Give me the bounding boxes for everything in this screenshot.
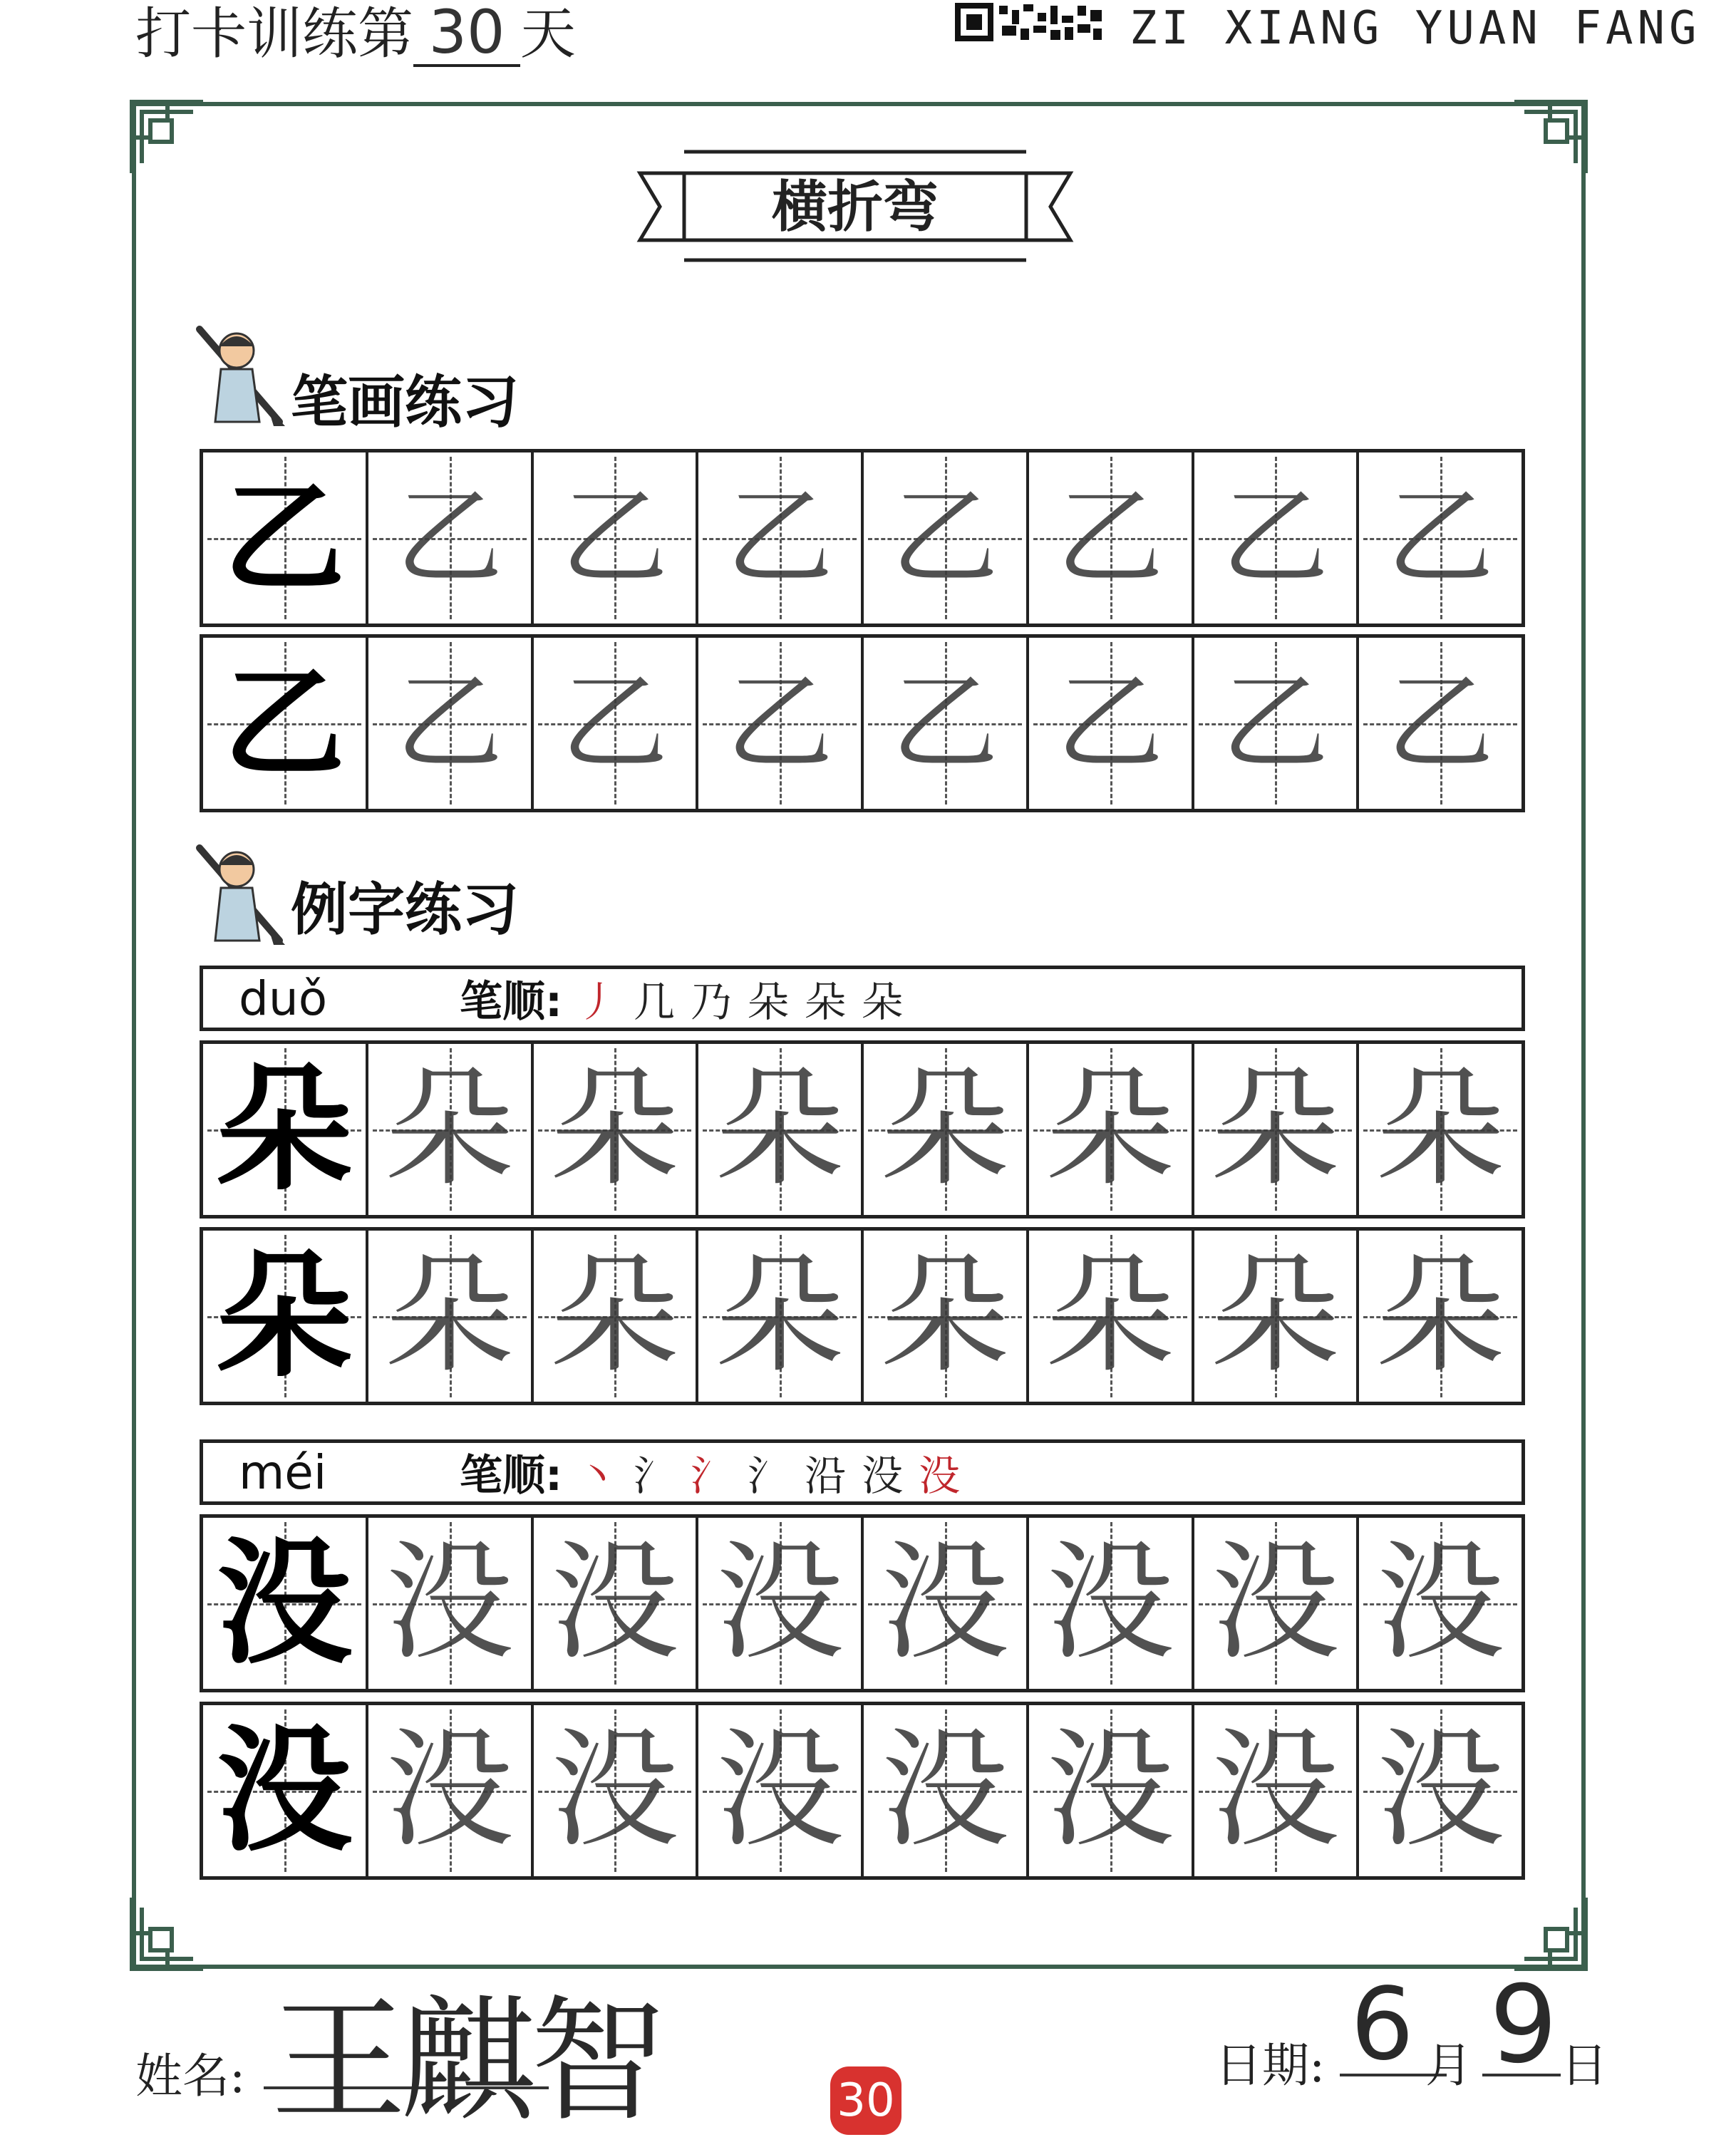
stroke-practice-row [200, 449, 1525, 627]
character-practice-row [200, 1040, 1525, 1219]
practice-cell[interactable] [1359, 1518, 1521, 1689]
calligrapher-avatar-icon [194, 841, 294, 948]
practice-cell[interactable] [534, 1044, 699, 1215]
handwritten-character: 朵 [385, 1055, 514, 1204]
practice-cell[interactable] [864, 638, 1029, 809]
day-value[interactable]: 9 [1489, 1963, 1558, 2087]
practice-cell[interactable] [1029, 1518, 1194, 1689]
stroke-order-label: 笔顺: [460, 1451, 562, 1501]
practice-cell[interactable] [534, 1705, 699, 1876]
handwritten-character: 朵 [715, 1241, 844, 1390]
stroke-step: 几 [634, 978, 676, 1026]
practice-cell[interactable] [1194, 1705, 1360, 1876]
practice-cell[interactable] [1359, 452, 1521, 624]
practice-day-title [135, 0, 576, 67]
stroke-step: 氵 [748, 1452, 790, 1500]
character-info-bar [200, 1439, 1525, 1505]
handwritten-stroke: 乙 [1056, 476, 1164, 600]
character-info-bar [200, 966, 1525, 1031]
practice-cell[interactable] [1359, 1705, 1521, 1876]
model-stroke: 乙 [223, 652, 345, 795]
handwritten-character: 没 [1045, 1528, 1174, 1677]
practice-cell[interactable] [698, 1518, 864, 1689]
model-character: 朵 [216, 1236, 352, 1395]
pinyin: duǒ [239, 971, 328, 1026]
handwritten-character: 没 [1376, 1528, 1505, 1677]
practice-cell[interactable] [534, 1518, 699, 1689]
stroke-step: 没 [919, 1452, 961, 1500]
practice-cell[interactable] [698, 638, 864, 809]
stroke-step: 乃 [691, 978, 733, 1026]
practice-cell[interactable] [698, 1231, 864, 1402]
handwritten-stroke: 乙 [1387, 476, 1494, 600]
handwritten-character: 朵 [550, 1241, 679, 1390]
practice-cell[interactable] [698, 1705, 864, 1876]
handwritten-character: 朵 [880, 1241, 1009, 1390]
model-character: 朵 [216, 1050, 352, 1209]
character-practice-row [200, 1514, 1525, 1692]
practice-cell[interactable] [1359, 638, 1521, 809]
handwritten-stroke: 乙 [1221, 661, 1329, 785]
handwritten-stroke: 乙 [1221, 476, 1329, 600]
practice-cell[interactable] [1194, 1231, 1360, 1402]
practice-cell[interactable] [1194, 452, 1360, 624]
handwritten-character: 没 [1045, 1716, 1174, 1865]
stroke-order-label: 笔顺: [460, 977, 562, 1027]
handwritten-character: 没 [880, 1716, 1009, 1865]
practice-cell[interactable] [1029, 638, 1194, 809]
date-label: 日期: [1215, 2038, 1326, 2093]
stroke-step: 丶 [577, 1452, 619, 1500]
model-stroke: 乙 [223, 467, 345, 609]
stroke-step: 朵 [862, 978, 904, 1026]
stroke-order-steps [577, 1442, 976, 1502]
practice-cell[interactable] [864, 1518, 1029, 1689]
handwritten-character: 朵 [1376, 1055, 1505, 1204]
practice-cell[interactable] [534, 452, 699, 624]
handwritten-stroke: 乙 [561, 476, 668, 600]
practice-cell[interactable] [1029, 1044, 1194, 1215]
handwritten-stroke: 乙 [561, 661, 668, 785]
handwritten-character: 没 [385, 1716, 514, 1865]
stroke-step: 氵 [691, 1452, 733, 1500]
stroke-step: 没 [862, 1452, 904, 1500]
handwritten-stroke: 乙 [396, 661, 503, 785]
practice-cell[interactable] [1194, 1518, 1360, 1689]
name-label: 姓名: [135, 2049, 246, 2104]
practice-cell[interactable] [203, 1044, 368, 1215]
handwritten-character: 没 [550, 1528, 679, 1677]
stroke-step: 沿 [805, 1452, 847, 1500]
qr-code-icon [955, 3, 1105, 41]
stroke-practice-row [200, 634, 1525, 812]
practice-cell[interactable] [534, 1231, 699, 1402]
model-character: 没 [216, 1711, 352, 1870]
handwritten-character: 朵 [385, 1241, 514, 1390]
character-practice-row [200, 1227, 1525, 1405]
practice-cell[interactable] [1194, 1044, 1360, 1215]
character-practice-row [200, 1702, 1525, 1880]
practice-cell[interactable] [203, 638, 368, 809]
handwritten-stroke: 乙 [1056, 661, 1164, 785]
practice-cell[interactable] [203, 1705, 368, 1876]
practice-cell[interactable] [864, 452, 1029, 624]
stroke-step: 氵 [634, 1452, 676, 1500]
calligrapher-avatar-icon [194, 322, 294, 429]
handwritten-stroke: 乙 [891, 661, 998, 785]
practice-cell[interactable] [1029, 452, 1194, 624]
stroke-order-steps [577, 968, 919, 1028]
handwritten-character: 没 [1211, 1528, 1340, 1677]
handwritten-character: 没 [385, 1528, 514, 1677]
brand-name: ZI XIANG YUAN FANG [1130, 2, 1701, 55]
handwritten-character: 朵 [1045, 1241, 1174, 1390]
handwritten-character: 朵 [550, 1055, 679, 1204]
handwritten-character: 没 [550, 1716, 679, 1865]
handwritten-character: 朵 [1211, 1241, 1340, 1390]
handwritten-stroke: 乙 [726, 476, 834, 600]
handwritten-stroke: 乙 [1387, 661, 1494, 785]
practice-cell[interactable] [203, 1231, 368, 1402]
practice-cell[interactable] [1194, 638, 1360, 809]
practice-cell[interactable] [534, 638, 699, 809]
corner-ornament-icon [125, 1890, 210, 1976]
corner-ornament-icon [1507, 95, 1593, 180]
handwritten-character: 朵 [880, 1055, 1009, 1204]
handwritten-character: 朵 [715, 1055, 844, 1204]
practice-cell[interactable] [368, 452, 534, 624]
stroke-step: 丿 [577, 978, 619, 1026]
model-character: 没 [216, 1523, 352, 1682]
practice-cell[interactable] [698, 452, 864, 624]
corner-ornament-icon [125, 95, 210, 180]
handwritten-character: 没 [1211, 1716, 1340, 1865]
handwritten-character: 没 [1376, 1716, 1505, 1865]
title-suffix: 天 [520, 2, 577, 66]
handwritten-character: 没 [715, 1528, 844, 1677]
practice-cell[interactable] [864, 1231, 1029, 1402]
handwritten-character: 朵 [1045, 1055, 1174, 1204]
stroke-step: 朵 [805, 978, 847, 1026]
practice-cell[interactable] [368, 638, 534, 809]
handwritten-character: 没 [715, 1716, 844, 1865]
month-label: 月 [1425, 2038, 1472, 2093]
practice-cell[interactable] [368, 1044, 534, 1215]
day-number[interactable]: 30 [413, 0, 520, 67]
practice-cell[interactable] [864, 1705, 1029, 1876]
stroke-name-title: 横折弯 [771, 175, 939, 239]
handwritten-stroke: 乙 [396, 476, 503, 600]
practice-cell[interactable] [1359, 1044, 1521, 1215]
pinyin: méi [239, 1444, 327, 1500]
practice-cell[interactable] [368, 1705, 534, 1876]
handwritten-stroke: 乙 [891, 476, 998, 600]
handwritten-character: 朵 [1211, 1055, 1340, 1204]
title-prefix: 打卡训练第 [135, 2, 414, 66]
student-name[interactable]: 王麒智 [271, 1982, 661, 2140]
practice-cell[interactable] [1359, 1231, 1521, 1402]
month-value[interactable]: 6 [1350, 1967, 1415, 2083]
handwritten-stroke: 乙 [726, 661, 834, 785]
practice-cell[interactable] [368, 1231, 534, 1402]
handwritten-character: 朵 [1376, 1241, 1505, 1390]
practice-cell[interactable] [1029, 1705, 1194, 1876]
stroke-practice-title: 笔画练习 [291, 369, 519, 435]
example-practice-title: 例字练习 [291, 876, 519, 943]
stroke-step: 朵 [748, 978, 790, 1026]
practice-cell[interactable] [864, 1044, 1029, 1215]
practice-cell[interactable] [698, 1044, 864, 1215]
page-number-badge: 30 [830, 2066, 901, 2135]
practice-cell[interactable] [203, 452, 368, 624]
practice-cell[interactable] [1029, 1231, 1194, 1402]
practice-cell[interactable] [368, 1518, 534, 1689]
day-label: 日 [1561, 2038, 1608, 2093]
practice-cell[interactable] [203, 1518, 368, 1689]
handwritten-character: 没 [880, 1528, 1009, 1677]
